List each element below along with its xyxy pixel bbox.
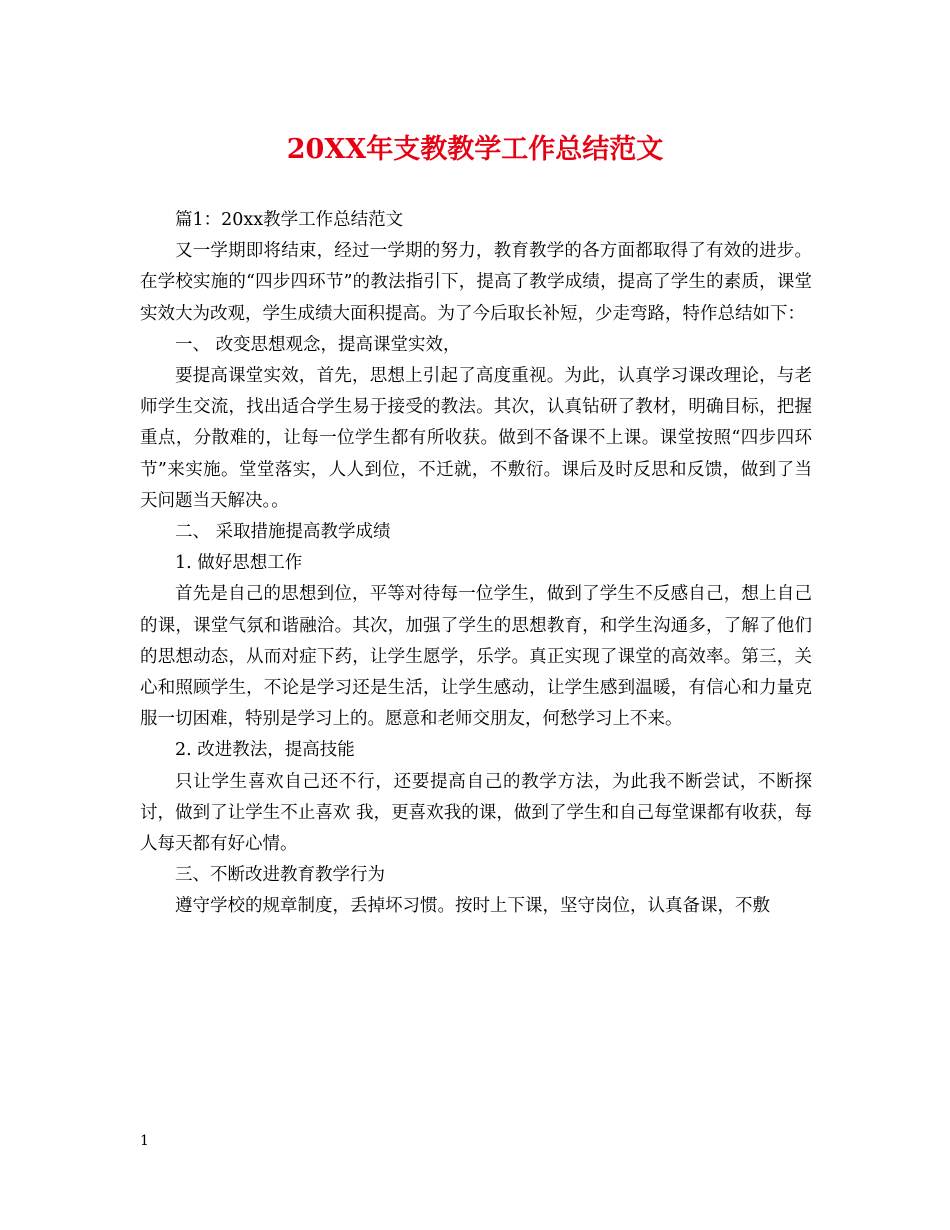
paragraph: 首先是自己的思想到位，平等对待每一位学生，做到了学生不反感自己，想上自己的课，课堂气氛和谐融洽。其次，加强了学生的思想教育，和学生沟通多，了解了他们的思想动态，从而对症下药，让学生愿学，乐学。真正实现了课堂的高效率。第三，关心和照顾学生，不论是学习还是生活，让学生感动，让学生感到温暖，有信心和力量克服一切困难，特别是学习上的。愿意和老师交朋友，何愁学习上不来。: [140, 584, 812, 730]
paragraph: 要提高课堂实效，首先，思想上引起了高度重视。为此，认真学习课改理论，与老师学生交流，找出适合学生易于接受的教法。其次，认真钻研了教材，明确目标，把握重点，分散难的，让每一位学生都有所收获。做到不备课不上课。课堂按照“四步四环节”来实施。堂堂落实，人人到位，不迁就，不敷衍。课后及时反思和反馈，做到了当天问题当天解决。。: [140, 366, 812, 511]
paragraph: 又一学期即将结束，经过一学期的努力，教育教学的各方面都取得了有效的进步。在学校实施的“四步四环节”的教法指引下，提高了教学成绩，提高了学生的素质，课堂实效大为改观，学生成绩大面积提高。为了今后取长补短，少走弯路，特作总结如下：: [140, 241, 812, 324]
section-heading: 一、 改变思想观念，提高课堂实效，: [175, 334, 461, 355]
paragraph: 只让学生喜欢自己还不行，还要提高自己的教学方法，为此我不断尝试，不断探讨，做到了让学生不止喜欢 我，更喜欢我的课，做到了学生和自己每堂课都有收获，每人每天都有好心情。: [140, 771, 812, 855]
section-heading: 篇1：20xx教学工作总结范文: [175, 210, 404, 230]
paragraph: 遵守学校的规章制度，丢掉坏习惯。按时上下课，坚守岗位，认真备课，不敷: [175, 896, 770, 917]
subsection-heading: 1. 做好思想工作: [175, 553, 303, 574]
section-heading: 二、 采取措施提高教学成绩: [175, 522, 391, 543]
document-body: [140, 205, 812, 923]
page-number: 1: [140, 1133, 149, 1149]
page-title: 20XX年支教教学工作总结范文: [286, 134, 664, 165]
subsection-heading: 2. 改进教法，提高技能: [175, 740, 355, 761]
section-heading: 三、不断改进教育教学行为: [175, 865, 385, 886]
